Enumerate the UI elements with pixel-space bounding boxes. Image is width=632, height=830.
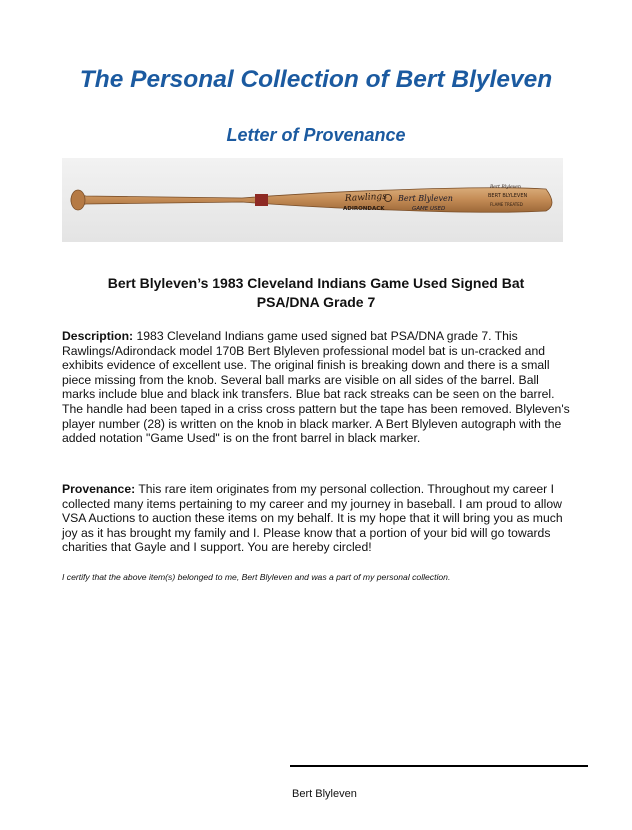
document-title: The Personal Collection of Bert Blyleven xyxy=(79,66,553,93)
bat-photo xyxy=(62,158,563,242)
red-tape-mark xyxy=(255,194,268,206)
bat-brand-text: Rawlings xyxy=(344,191,388,204)
provenance-paragraph xyxy=(62,482,570,555)
bat-model-text: ADIRONDACK xyxy=(343,206,385,212)
bat-knob xyxy=(71,190,85,210)
certification-statement: I certify that the above item(s) belonged to me, Bert Blyleven and was a part of my personal collection. xyxy=(62,572,451,582)
item-title-line1: Bert Blyleven’s 1983 Cleveland Indians Game Used Signed Bat xyxy=(107,275,525,291)
bat-stamp-line2: BERT BLYLEVEN xyxy=(488,193,528,199)
document-subtitle: Letter of Provenance xyxy=(226,125,406,145)
signature-name: Bert Blyleven xyxy=(292,788,357,800)
baseball-bat-image xyxy=(62,158,563,242)
description-paragraph xyxy=(62,329,570,446)
description-text: 1983 Cleveland Indians game used signed bat PSA/DNA grade 7. This Rawlings/Adirondack model 170B Bert Blyleven professional model bat is un-cracked and exhibits evidence of excellent use. The original finish is breaking down and there is a small piece missing from the knob. Several ball marks are visible on all sides of the barrel. Ball marks include blue and black ink transfers. Blue bat rack streaks can be seen on the barrel. The handle had been taped in a criss cross pattern but the tape has been removed. Blyleven's player number (28) is written on the knob in black marker. A Bert Blyleven autograph with the added notation "Game Used" is on the front barrel in black marker. xyxy=(62,329,570,446)
bat-body xyxy=(71,188,552,213)
bat-notation: GAME USED xyxy=(412,206,446,212)
item-title xyxy=(0,274,632,312)
item-title-line2: PSA/DNA Grade 7 xyxy=(256,294,376,310)
provenance-text: This rare item originates from my personal collection. Throughout my career I collected many items pertaining to my career and my journey in baseball. I am proud to allow VSA Auctions to auction these items on my behalf. It is my hope that it will bring you as much joy as it has brought my family and I. Please know that a portion of your bid will go towards charities that Gayle and I support. You are hereby circled! xyxy=(62,482,563,555)
signature-line xyxy=(290,765,588,767)
description-label: Description: xyxy=(62,329,134,343)
provenance-label: Provenance: xyxy=(62,482,136,496)
bat-autograph: Bert Blyleven xyxy=(398,194,453,203)
bat-stamp-line3: FLAME TREATED xyxy=(490,202,523,207)
bat-stamp-line1: Bert Blyleven xyxy=(490,185,521,190)
